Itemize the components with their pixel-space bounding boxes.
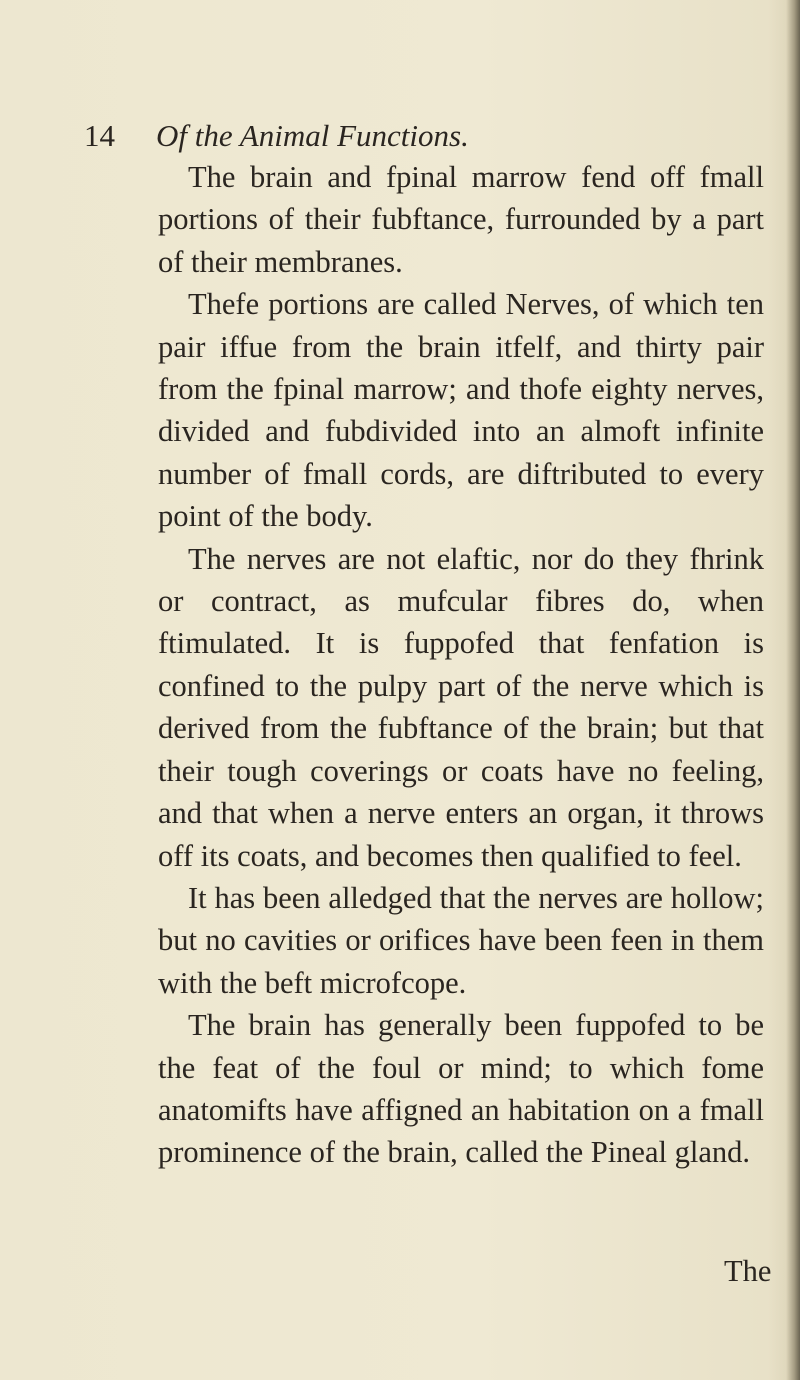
running-head: Of the Animal Functions. xyxy=(156,118,469,153)
paragraph-nerves: Thefe portions are called Nerves, of which ten pair iffue from the brain itfelf, and thirty pair from the fpinal marrow; and thofe eighty nerves, divided and fubdivided into an almoft infinite number of fmall cords, are diftributed to every point of the body. xyxy=(158,287,764,534)
paragraph-elasticity: The nerves are not elaftic, nor do they fhrink or contract, as mufcular fibres do, when ftimulated. It is fuppofed that fenfation is confined to the pulpy part of the nerve which is derived from the fubftance of the brain; but that their tough coverings or coats have no feeling, and that when a nerve enters an organ, it throws off its coats, and becomes then qualified to feel. xyxy=(158,541,764,873)
catchword: The xyxy=(724,1254,772,1288)
paragraph-hollow: It has been alledged that the nerves are hollow; but no cavities or orifices have been feen in them with the beft microfcope. xyxy=(158,880,764,1000)
paragraph-pineal: The brain has generally been fuppofed to be the feat of the foul or mind; to which fome anatomifts have affigned an habitation on a fmall prominence of the brain, called the Pineal gland. xyxy=(158,1008,764,1170)
body-text xyxy=(158,156,764,1174)
page-number: 14 xyxy=(84,118,115,153)
paragraph-brain-marrow: The brain and fpinal marrow fend off fmall portions of their fubftance, furrounded by a part of their membranes. xyxy=(158,160,764,279)
page-edge-shadow xyxy=(786,0,800,1380)
